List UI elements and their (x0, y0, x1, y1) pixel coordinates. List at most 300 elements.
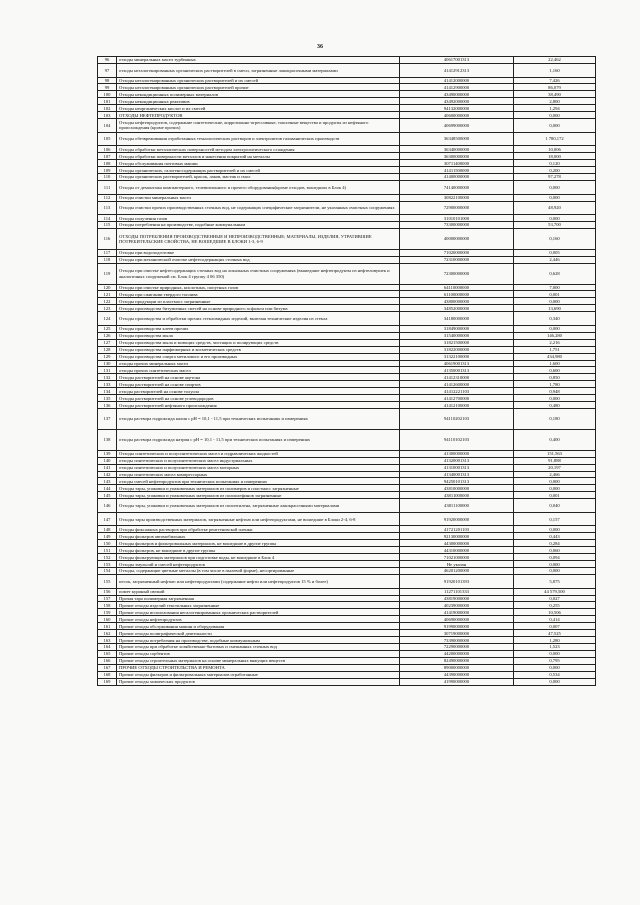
waste-code-cell: 41412310000 (400, 374, 514, 381)
row-number-cell: 112 (98, 194, 117, 201)
row-number-cell: 136 (98, 402, 117, 409)
row-number-cell: 142 (98, 471, 117, 478)
waste-name-cell: Прочие отходы при обработке хозяйственно-бытовых и смешанных сточных вод (117, 644, 400, 651)
waste-name-cell: Отходы фильтрующих материалов при подготовке воды, не вошедшие в Блок 4 (117, 554, 400, 561)
table-row (98, 485, 596, 492)
table-row (98, 595, 596, 602)
waste-code-cell: 43811100000 (400, 499, 514, 513)
waste-amount-cell: 1 780,172 (514, 132, 596, 146)
table-row (98, 229, 596, 250)
table-row (98, 263, 596, 284)
waste-code-cell: 40617001313 (400, 57, 514, 64)
waste-code-cell: 31322100000 (400, 353, 514, 360)
waste-amount-cell: 0,850 (514, 374, 596, 381)
waste-amount-cell: 0,000 (514, 119, 596, 133)
waste-amount-cell: 44 579,500 (514, 588, 596, 595)
waste-name-cell: Прочие отходы потребления на производстве, подобные коммунальным (117, 637, 400, 644)
waste-code-cell: 44200000000 (400, 651, 514, 658)
row-number-cell: 96 (98, 57, 117, 64)
table-row (98, 657, 596, 664)
waste-amount-cell: 0,120 (514, 160, 596, 167)
waste-name-cell: Отходы растворителей на основе ацетона (117, 374, 400, 381)
waste-name-cell: ОТХОДЫ ПОТРЕБЛЕНИЯ ПРОИЗВОДСТВЕННЫЕ И НЕПРОИЗВОДСТВЕННЫЕ; МАТЕРИАЛЫ, ИЗДЕЛИЯ, УТРАТИВШИЕ ПОТРЕБИТЕЛЬСКИЕ СВОЙСТВА, НЕ ВОШЕДШИЕ В БЛОКИ 1-3, 6-9 (117, 229, 400, 250)
waste-amount-cell: 0,534 (514, 671, 596, 678)
row-number-cell: 98 (98, 77, 117, 84)
row-number-cell: 111 (98, 181, 117, 195)
waste-name-cell: Отходы обезвреживания отработанных технологических растворов и электролитов гальванических производств (117, 132, 400, 146)
table-row (98, 256, 596, 263)
waste-amount-cell: 2,800 (514, 98, 596, 105)
waste-name-cell: Отходы эмульсий и смесей нефтепродуктов (117, 561, 400, 568)
waste-amount-cell: 0,200 (514, 167, 596, 174)
waste-name-cell: отходы прочих минеральных масел (117, 360, 400, 367)
table-row (98, 98, 596, 105)
waste-amount-cell: 0,027 (514, 595, 596, 602)
table-row (98, 568, 596, 575)
waste-amount-cell: 18,000 (514, 153, 596, 160)
row-number-cell: 144 (98, 485, 117, 492)
waste-code-cell: 41990000000 (400, 678, 514, 685)
row-number-cell: 150 (98, 540, 117, 547)
table-row (98, 637, 596, 644)
waste-code-cell: 44390000000 (400, 671, 514, 678)
table-row (98, 167, 596, 174)
page-number: 36 (317, 44, 323, 50)
table-row (98, 588, 596, 595)
table-row (98, 312, 596, 326)
waste-name-cell: Отходы нефтепродуктов, содержание синтетические, коррозионно-агрессивные, токсичные вещества и продукты из нефтяного происхождения (кроме прочих) (117, 119, 400, 133)
waste-amount-cell: 0,000 (514, 485, 596, 492)
waste-name-cell: отходы смесей нефтепродуктов при технических испытаниях и измерениях (117, 478, 400, 485)
table-row (98, 623, 596, 630)
row-number-cell: 140 (98, 457, 117, 464)
row-number-cell: 164 (98, 644, 117, 651)
waste-code-cell: 41411500000 (400, 167, 514, 174)
waste-amount-cell: 0,000 (514, 298, 596, 305)
waste-amount-cell: 20,197 (514, 464, 596, 471)
waste-code-cell: 43800000000 (400, 298, 514, 305)
waste-amount-cell: 0,000 (514, 395, 596, 402)
waste-code-cell: 43811000000 (400, 492, 514, 499)
table-row (98, 651, 596, 658)
row-number-cell: 151 (98, 547, 117, 554)
row-number-cell: 159 (98, 609, 117, 616)
waste-name-cell: Прочие отходы строительных материалов на основе минеральных вяжущих веществ (117, 657, 400, 664)
table-row (98, 284, 596, 291)
waste-amount-cell: 434,980 (514, 353, 596, 360)
table-row (98, 298, 596, 305)
table-row (98, 249, 596, 256)
waste-amount-cell: 0,414 (514, 616, 596, 623)
waste-name-cell: Прочие отходы обслуживания машин и оборудования (117, 623, 400, 630)
waste-amount-cell: 0,040 (514, 499, 596, 513)
row-number-cell: 143 (98, 478, 117, 485)
table-row (98, 84, 596, 91)
row-number-cell: 138 (98, 429, 117, 450)
table-row (98, 374, 596, 381)
waste-code-cell: 43810000000 (400, 485, 514, 492)
waste-amount-cell: 0,001 (514, 291, 596, 298)
row-number-cell: 161 (98, 623, 117, 630)
waste-name-cell: отходы негалогенированных органических растворителей в смеси, загрязненные лакокрасочными материалами (117, 63, 400, 77)
waste-amount-cell: 0,000 (514, 561, 596, 568)
waste-name-cell: Отходы потребления на производстве, подобные коммунальным (117, 222, 400, 229)
waste-amount-cell: 2,446 (514, 256, 596, 263)
row-number-cell: 120 (98, 284, 117, 291)
waste-code-cell: Не указан (400, 561, 514, 568)
row-number-cell: 99 (98, 84, 117, 91)
waste-code-cell: 91990000000 (400, 623, 514, 630)
row-number-cell: 153 (98, 561, 117, 568)
waste-name-cell: отходы минеральных масел турбинных (117, 57, 400, 64)
waste-amount-cell: 1,523 (514, 644, 596, 651)
row-number-cell: 106 (98, 146, 117, 153)
waste-amount-cell: 1,780 (514, 381, 596, 388)
waste-code-cell: 91920000000 (400, 512, 514, 526)
waste-amount-cell: 0,180 (514, 409, 596, 430)
waste-name-cell: Отходы производства и обработки прочих стекловидных изделий, включая технические изделия из стекла (117, 312, 400, 326)
table-row (98, 478, 596, 485)
waste-code-cell: 31849000000 (400, 325, 514, 332)
waste-code-cell: 31540000000 (400, 332, 514, 339)
waste-name-cell: Отходы синтетических и полусинтетических масел и гидравлических жидкостей (117, 450, 400, 457)
waste-name-cell: Отходы, содержащие цветные металлы (в том числе в пылевой форме), несортированные (117, 568, 400, 575)
row-number-cell: 130 (98, 360, 117, 367)
table-row (98, 402, 596, 409)
table-row (98, 153, 596, 160)
waste-code-cell: 94110102103 (400, 429, 514, 450)
row-number-cell: 163 (98, 637, 117, 644)
waste-code-cell: 40239000000 (400, 602, 514, 609)
row-number-cell: 152 (98, 554, 117, 561)
row-number-cell: 165 (98, 651, 117, 658)
waste-table (97, 56, 596, 686)
row-number-cell: 135 (98, 395, 117, 402)
waste-amount-cell: 0,400 (514, 429, 596, 450)
waste-name-cell: Отходы продукции из пластмасс загрязненные (117, 298, 400, 305)
table-row (98, 339, 596, 346)
row-number-cell: 101 (98, 98, 117, 105)
waste-name-cell: Отходы тары, упаковки и упаковочных материалов из полиолефинов загрязненные (117, 492, 400, 499)
waste-name-cell: Отходы растворителей на основе углеводородов (117, 395, 400, 402)
waste-name-cell: Прочие отходы нефтепродуктов (117, 616, 400, 623)
waste-amount-cell: 0,340 (514, 312, 596, 326)
waste-name-cell: Отходы фиксажных растворов при обработке рентгеновской пленки (117, 526, 400, 533)
waste-amount-cell: 0,628 (514, 263, 596, 284)
row-number-cell: 133 (98, 381, 117, 388)
waste-code-cell: 40619001313 (400, 360, 514, 367)
waste-code-cell: 41400000000 (400, 174, 514, 181)
waste-amount-cell: 1,600 (514, 360, 596, 367)
table-row (98, 119, 596, 133)
waste-amount-cell: 0,000 (514, 325, 596, 332)
waste-code-cell: 94132000000 (400, 105, 514, 112)
table-row (98, 499, 596, 513)
table-row (98, 616, 596, 623)
waste-name-cell: Отходы тары, упаковки и упаковочных материалов из полиэтилена, загрязненные лакокрасочными материалами (117, 499, 400, 513)
table-row (98, 353, 596, 360)
waste-code-cell: 73300000000 (400, 222, 514, 229)
waste-amount-cell: 47,525 (514, 630, 596, 637)
row-number-cell: 124 (98, 312, 117, 326)
row-number-cell: 121 (98, 291, 117, 298)
waste-name-cell: Отходы получения газов (117, 215, 400, 222)
row-number-cell: 129 (98, 353, 117, 360)
waste-name-cell: Прочие отходы сорбентов (117, 651, 400, 658)
waste-amount-cell: 53,700 (514, 222, 596, 229)
row-number-cell: 100 (98, 91, 117, 98)
waste-amount-cell: 0,094 (514, 554, 596, 561)
table-row (98, 464, 596, 471)
waste-amount-cell: 13,690 (514, 305, 596, 312)
waste-code-cell: 30711400000 (400, 160, 514, 167)
row-number-cell: 109 (98, 167, 117, 174)
table-row (98, 664, 596, 671)
waste-name-cell: Отходы при водоподготовке (117, 249, 400, 256)
waste-name-cell: Отходы органических, галогеносодержащих растворителей и их смесей (117, 167, 400, 174)
waste-name-cell: Отходы некондиционных полимерных материалов (117, 91, 400, 98)
table-row (98, 325, 596, 332)
row-number-cell: 146 (98, 499, 117, 513)
waste-code-cell: 41721201103 (400, 526, 514, 533)
table-row (98, 429, 596, 450)
waste-code-cell: 73390000000 (400, 637, 514, 644)
table-row (98, 602, 596, 609)
waste-name-cell: отходы синтетических и полусинтетических масел моторных (117, 464, 400, 471)
waste-code-cell: 36300000000 (400, 153, 514, 160)
waste-amount-cell: 2,466 (514, 471, 596, 478)
waste-amount-cell: 0,157 (514, 512, 596, 526)
waste-amount-cell: 0,795 (514, 657, 596, 664)
waste-name-cell: Отходы обработки металлических поверхностей методом электролитического осаждения (117, 146, 400, 153)
waste-amount-cell: 0,000 (514, 112, 596, 119)
waste-code-cell: 34180000000 (400, 312, 514, 326)
row-number-cell: 137 (98, 409, 117, 430)
waste-name-cell: отходы растворителей на основе толуола (117, 388, 400, 395)
waste-code-cell: 43492000000 (400, 98, 514, 105)
row-number-cell: 166 (98, 657, 117, 664)
waste-code-cell: 36348500000 (400, 132, 514, 146)
waste-name-cell: Отходы обработки поверхности металлов и нанесения покрытий на металлы (117, 153, 400, 160)
waste-code-cell: 30719000000 (400, 630, 514, 637)
table-row (98, 381, 596, 388)
waste-name-cell: Отходы фильтров и фильтровальных материалов, не вошедшие в другие группы (117, 540, 400, 547)
table-row (98, 526, 596, 533)
waste-amount-cell: 0,060 (514, 547, 596, 554)
waste-amount-cell: 2,216 (514, 339, 596, 346)
waste-code-cell: 43819000000 (400, 595, 514, 602)
table-row (98, 471, 596, 478)
row-number-cell: 115 (98, 222, 117, 229)
waste-code-cell: 41412700000 (400, 395, 514, 402)
table-row (98, 367, 596, 374)
waste-name-cell: Отходы органических растворителей, красок, лаков, мастик и смол (117, 174, 400, 181)
waste-code-cell: 82490000000 (400, 657, 514, 664)
table-row (98, 346, 596, 353)
row-number-cell: 127 (98, 339, 117, 346)
table-row (98, 630, 596, 637)
row-number-cell: 148 (98, 526, 117, 533)
table-row (98, 547, 596, 554)
table-row (98, 132, 596, 146)
waste-name-cell: Отходы очистки прочих производственных сточных вод, не содержащих специфические загрязнители, не указанных очистных сооружениях (117, 201, 400, 215)
table-row (98, 91, 596, 98)
row-number-cell: 110 (98, 174, 117, 181)
row-number-cell: 104 (98, 119, 117, 133)
waste-code-cell: 11271101333 (400, 588, 514, 595)
waste-code-cell: 41300000000 (400, 450, 514, 457)
table-row (98, 215, 596, 222)
waste-name-cell: Отходы негалогенированных органических растворителей и их смесей (117, 77, 400, 84)
waste-amount-cell: 0,000 (514, 664, 596, 671)
table-row (98, 332, 596, 339)
table-row (98, 644, 596, 651)
table-row (98, 174, 596, 181)
waste-amount-cell: 0,000 (514, 215, 596, 222)
waste-code-cell: 41412000000 (400, 77, 514, 84)
waste-amount-cell: 10,006 (514, 146, 596, 153)
waste-name-cell: отходы раствора гидроксида натрия с рН = 10,1 - 11,5 при технических испытаниях и измерениях (117, 429, 400, 450)
table-row (98, 146, 596, 153)
row-number-cell: 167 (98, 664, 117, 671)
row-number-cell: 113 (98, 201, 117, 215)
waste-code-cell: 41419000000 (400, 609, 514, 616)
table-row (98, 305, 596, 312)
table-row (98, 360, 596, 367)
row-number-cell: 149 (98, 533, 117, 540)
row-number-cell: 168 (98, 671, 117, 678)
waste-amount-cell: 151,563 (514, 450, 596, 457)
waste-code-cell: 72900000000 (400, 201, 514, 215)
table-row (98, 77, 596, 84)
waste-code-cell: 41310001313 (400, 464, 514, 471)
waste-name-cell: Прочие отходы химических продуктов (117, 678, 400, 685)
row-number-cell: 125 (98, 325, 117, 332)
row-number-cell: 116 (98, 229, 117, 250)
waste-code-cell: 41320001313 (400, 457, 514, 464)
table-row (98, 291, 596, 298)
waste-code-cell: 36340000000 (400, 146, 514, 153)
waste-name-cell: отходы прочих синтетических масел (117, 367, 400, 374)
waste-name-cell: ПРОЧИЕ ОТХОДЫ СТРОИТЕЛЬСТВА И РЕМОНТА (117, 664, 400, 671)
table-row (98, 194, 596, 201)
row-number-cell: 97 (98, 63, 117, 77)
waste-name-cell: ОТХОДЫ НЕФТЕПРОДУКТОВ (117, 112, 400, 119)
row-number-cell: 126 (98, 332, 117, 339)
waste-name-cell: Прочие отходы фильтров и фильтровальных материалов отработанные (117, 671, 400, 678)
row-number-cell: 147 (98, 512, 117, 526)
row-number-cell: 117 (98, 249, 117, 256)
waste-code-cell: 34852000000 (400, 305, 514, 312)
waste-amount-cell: 86,079 (514, 84, 596, 91)
waste-code-cell: 40600000000 (400, 112, 514, 119)
table-row (98, 160, 596, 167)
table-row (98, 105, 596, 112)
waste-name-cell: Отходы при механической очистке нефтесодержащих сточных вод (117, 256, 400, 263)
waste-amount-cell: 10,506 (514, 609, 596, 616)
waste-code-cell: 30822100000 (400, 194, 514, 201)
waste-amount-cell: 0,005 (514, 249, 596, 256)
row-number-cell: 141 (98, 464, 117, 471)
table-row (98, 512, 596, 526)
waste-name-cell: Отходы производства парфюмерных и косметических средств (117, 346, 400, 353)
waste-table-body (98, 57, 596, 686)
waste-amount-cell: 0,480 (514, 402, 596, 409)
waste-name-cell: Прочая тара полимерная загрязненная (117, 595, 400, 602)
row-number-cell: 157 (98, 595, 117, 602)
table-row (98, 561, 596, 568)
table-row (98, 181, 596, 195)
waste-name-cell: Отходы фильтров, не вошедшие в другие группы (117, 547, 400, 554)
row-number-cell: 119 (98, 263, 117, 284)
row-number-cell: 122 (98, 298, 117, 305)
waste-amount-cell: 0,000 (514, 478, 596, 485)
row-number-cell: 156 (98, 588, 117, 595)
waste-code-cell: 64110000000 (400, 284, 514, 291)
row-number-cell: 131 (98, 367, 117, 374)
waste-name-cell: отходы синтетических и полусинтетических масел индустриальных (117, 457, 400, 464)
row-number-cell: 108 (98, 160, 117, 167)
waste-name-cell: Отходы очистки минеральных масел (117, 194, 400, 201)
waste-code-cell: 44310000000 (400, 547, 514, 554)
waste-name-cell: Отходы производства мыла (117, 332, 400, 339)
row-number-cell: 158 (98, 602, 117, 609)
row-number-cell: 107 (98, 153, 117, 160)
waste-name-cell: Отходы от демонтажа компьютерного, телевизионного и прочего оборудования(кроме отходов, вошедших в Блок 4) (117, 181, 400, 195)
table-row (98, 492, 596, 499)
row-number-cell: 162 (98, 630, 117, 637)
table-row (98, 112, 596, 119)
waste-code-cell: 41412221103 (400, 388, 514, 395)
waste-amount-cell: 0,443 (514, 533, 596, 540)
waste-amount-cell: 97,278 (514, 174, 596, 181)
table-row (98, 222, 596, 229)
waste-amount-cell: 22,462 (514, 57, 596, 64)
row-number-cell: 154 (98, 568, 117, 575)
waste-amount-cell: 0,600 (514, 367, 596, 374)
waste-amount-cell: 0,000 (514, 526, 596, 533)
waste-amount-cell: 0,001 (514, 492, 596, 499)
waste-name-cell: песок, загрязненный нефтью или нефтепродуктами (содержание нефти или нефтепродуктов 15 % и более) (117, 575, 400, 589)
waste-amount-cell: 7,000 (514, 284, 596, 291)
waste-name-cell: Отходы производства мыла и моющих средств, чистящих и полирующих средств (117, 339, 400, 346)
waste-code-cell: 31821500000 (400, 339, 514, 346)
table-row (98, 388, 596, 395)
waste-code-cell: 41340001313 (400, 471, 514, 478)
table-row (98, 201, 596, 215)
table-row (98, 457, 596, 464)
waste-code-cell: 89000000000 (400, 664, 514, 671)
waste-name-cell: Отходы растворителей на основе спиртов (117, 381, 400, 388)
waste-name-cell: отходы раствора гидроксида калия с рН = 10,1 - 11,5 при технических испытаниях и измерениях (117, 409, 400, 430)
waste-amount-cell: 1,280 (514, 637, 596, 644)
waste-name-cell: Отходы при очистке природных, кислотных, попутных газов (117, 284, 400, 291)
waste-amount-cell: 0,000 (514, 651, 596, 658)
waste-amount-cell: 91,888 (514, 457, 596, 464)
waste-code-cell: 72300000000 (400, 263, 514, 284)
waste-code-cell: 41412912313 (400, 63, 514, 77)
waste-code-cell: 40699000000 (400, 119, 514, 133)
table-row (98, 533, 596, 540)
table-row (98, 678, 596, 685)
waste-code-cell: 74140000000 (400, 181, 514, 195)
table-row (98, 609, 596, 616)
waste-code-cell: 72290000000 (400, 644, 514, 651)
waste-name-cell: Отходы производства клеев прочих (117, 325, 400, 332)
waste-code-cell: 94110202103 (400, 409, 514, 430)
waste-amount-cell: 0,000 (514, 568, 596, 575)
waste-name-cell: Отходы производства спирта метилового и его производных (117, 353, 400, 360)
